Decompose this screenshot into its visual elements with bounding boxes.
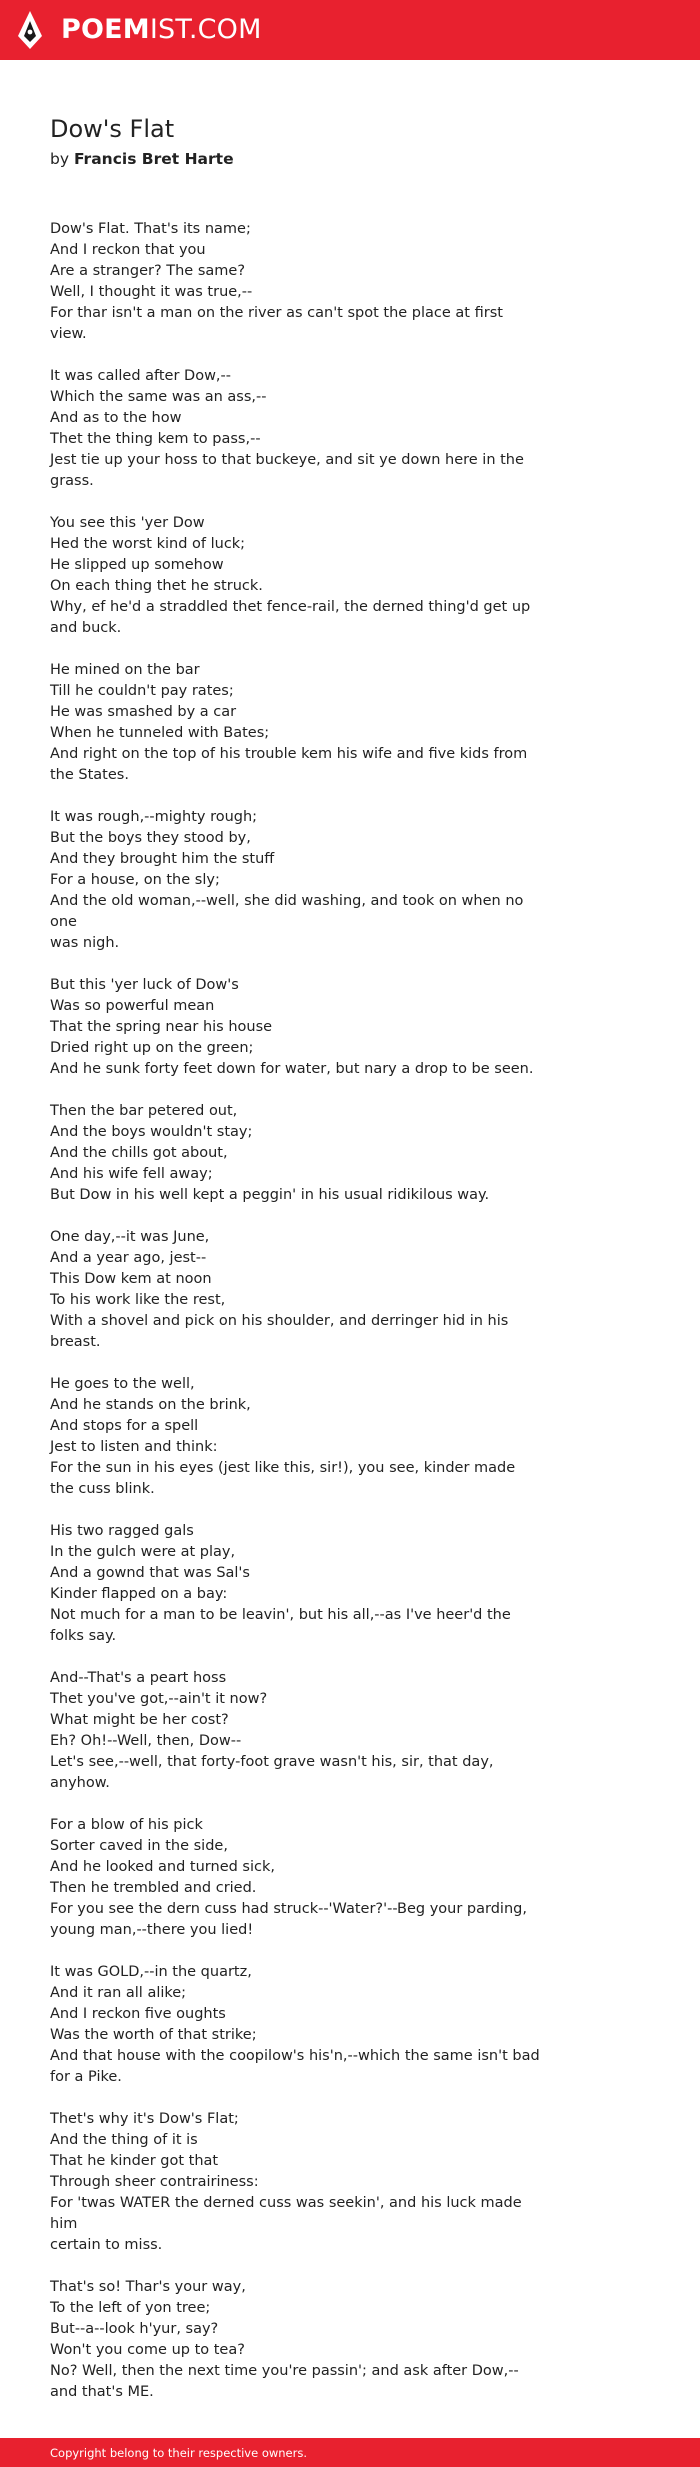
poem-line: What might be her cost? [50,1712,229,1728]
poem-line: Thet you've got,--ain't it now? [50,1691,268,1707]
poem-line: And I reckon five oughts [50,2006,226,2022]
poem-line: He was smashed by a car [50,704,237,720]
poem-line: And they brought him the stuff [50,851,275,867]
copyright-notice: Copyright belong to their respective owners. [50,2446,308,2460]
poem-line: certain to miss. [50,2237,163,2253]
poem-line: And that house with the coopilow's his'n,--which the same isn't bad [50,2048,540,2064]
poem-line: But Dow in his well kept a peggin' in his usual ridikilous way. [50,1187,490,1203]
stanza [50,1227,540,1353]
poem-line: And his wife fell away; [50,1166,213,1182]
poem-line: With a shovel and pick on his shoulder, and derringer hid in his [50,1313,509,1329]
poem-line: And a year ago, jest-- [50,1250,207,1266]
poem-line: And he stands on the brink, [50,1397,251,1413]
poem-line: To the left of yon tree; [50,2300,211,2316]
poem-line: was nigh. [50,935,120,951]
poem-line: For a house, on the sly; [50,872,220,888]
poem-line: And I reckon that you [50,242,206,258]
poem-line: And right on the top of his trouble kem his wife and five kids from [50,746,528,762]
poem-line: Well, I thought it was true,-- [50,284,253,300]
poem-line: Let's see,--well, that forty-foot grave wasn't his, sir, that day, [50,1754,494,1770]
poem-line: In the gulch were at play, [50,1544,236,1560]
poem-title: Dow's Flat [50,115,175,143]
poem-line: view. [50,326,87,342]
site-logo[interactable] [61,14,262,46]
poem-line: To his work like the rest, [50,1292,226,1308]
stanza [50,1962,540,2088]
poem-line: Was so powerful mean [50,998,215,1014]
poem-line: grass. [50,473,94,489]
poem-line: Which the same was an ass,-- [50,389,267,405]
poem-line: Eh? Oh!--Well, then, Dow-- [50,1733,242,1749]
poem-line: And a gownd that was Sal's [50,1565,250,1581]
poem-line: Dried right up on the green; [50,1040,254,1056]
poem-line: the States. [50,767,129,783]
poem-line: Why, ef he'd a straddled thet fence-rail, the derned thing'd get up [50,599,531,615]
poem-line: That the spring near his house [50,1019,273,1035]
poem-line: And--That's a peart hoss [50,1670,227,1686]
poem-line: It was called after Dow,-- [50,368,232,384]
stanza [50,2277,540,2403]
poem-line: the cuss blink. [50,1481,155,1497]
poem-line: Jest tie up your hoss to that buckeye, and sit ye down here in the [50,452,524,468]
poem-line: Thet the thing kem to pass,-- [50,431,261,447]
poem-author: Francis Bret Harte [73,150,234,168]
stanza [50,807,540,954]
poem-line: anyhow. [50,1775,110,1791]
poem-line: But the boys they stood by, [50,830,251,846]
poem-line: For a blow of his pick [50,1817,203,1833]
stanza [50,1101,540,1206]
stanza [50,1521,540,1647]
poem-line: young man,--there you lied! [50,1922,254,1938]
poem-line: For you see the dern cuss had struck--'Water?'--Beg your parding, [50,1901,527,1917]
poem-body [50,219,540,2424]
poem-line: It was GOLD,--in the quartz, [50,1964,252,1980]
poem-line: And it ran all alike; [50,1985,187,2001]
logo-rest-text: IST.COM [149,14,262,45]
site-footer [0,2438,700,2467]
poem-line: And he looked and turned sick, [50,1859,275,1875]
poem-line: Then the bar petered out, [50,1103,238,1119]
stanza [50,1668,540,1794]
poem-line: That's so! Thar's your way, [50,2279,246,2295]
stanza [50,975,540,1080]
byline-prefix: by [50,150,70,168]
poem-line: And the boys wouldn't stay; [50,1124,253,1140]
stanza [50,219,540,345]
poem-line: Won't you come up to tea? [50,2342,245,2358]
poem-line: For 'twas WATER the derned cuss was seekin', and his luck made him [50,2195,522,2232]
poem-line: No? Well, then the next time you're passin'; and ask after Dow,-- [50,2363,519,2379]
poem-line: Through sheer contrairiness: [50,2174,259,2190]
poem-byline [50,148,234,170]
poem-line: Sorter caved in the side, [50,1838,228,1854]
poem-line: and buck. [50,620,122,636]
poem-line: Hed the worst kind of luck; [50,536,246,552]
poem-line: and that's ME. [50,2384,154,2400]
poem-line: Was the worth of that strike; [50,2027,257,2043]
poem-line: Then he trembled and cried. [50,1880,257,1896]
poem-line: But--a--look h'yur, say? [50,2321,219,2337]
pen-nib-logo-icon[interactable] [17,9,43,51]
logo-bold-text: POEM [61,14,150,45]
poem-line: Not much for a man to be leavin', but his all,--as I've heer'd the [50,1607,511,1623]
stanza [50,660,540,786]
poem-line: When he tunneled with Bates; [50,725,270,741]
poem-line: It was rough,--mighty rough; [50,809,258,825]
poem-line: Jest to listen and think: [50,1439,218,1455]
poem-line: He mined on the bar [50,662,200,678]
poem-line: Dow's Flat. That's its name; [50,221,251,237]
stanza [50,1815,540,1941]
poem-line: folks say. [50,1628,117,1644]
poem-line: And the thing of it is [50,2132,198,2148]
poem-line: But this 'yer luck of Dow's [50,977,239,993]
poem-line: For thar isn't a man on the river as can't spot the place at first [50,305,503,321]
site-header [0,0,700,60]
poem-line: For the sun in his eyes (jest like this, sir!), you see, kinder made [50,1460,516,1476]
poem-line: His two ragged gals [50,1523,194,1539]
poem-line: He goes to the well, [50,1376,195,1392]
poem-line: And the chills got about, [50,1145,228,1161]
poem-line: And he sunk forty feet down for water, but nary a drop to be seen. [50,1061,534,1077]
poem-line: for a Pike. [50,2069,122,2085]
poem-line: Thet's why it's Dow's Flat; [50,2111,239,2127]
stanza [50,1374,540,1500]
poem-line: You see this 'yer Dow [50,515,205,531]
poem-line: He slipped up somehow [50,557,224,573]
stanza [50,2109,540,2256]
poem-line: One day,--it was June, [50,1229,210,1245]
poem-line: That he kinder got that [50,2153,219,2169]
poem-line: And stops for a spell [50,1418,199,1434]
poem-line: And as to the how [50,410,182,426]
stanza [50,366,540,492]
poem-line: This Dow kem at noon [50,1271,212,1287]
stanza [50,513,540,639]
poem-line: breast. [50,1334,101,1350]
poem-line: Till he couldn't pay rates; [50,683,234,699]
poem-line: Kinder flapped on a bay: [50,1586,228,1602]
poem-line: On each thing thet he struck. [50,578,263,594]
poem-line: Are a stranger? The same? [50,263,246,279]
poem-line: And the old woman,--well, she did washing, and took on when no one [50,893,524,930]
